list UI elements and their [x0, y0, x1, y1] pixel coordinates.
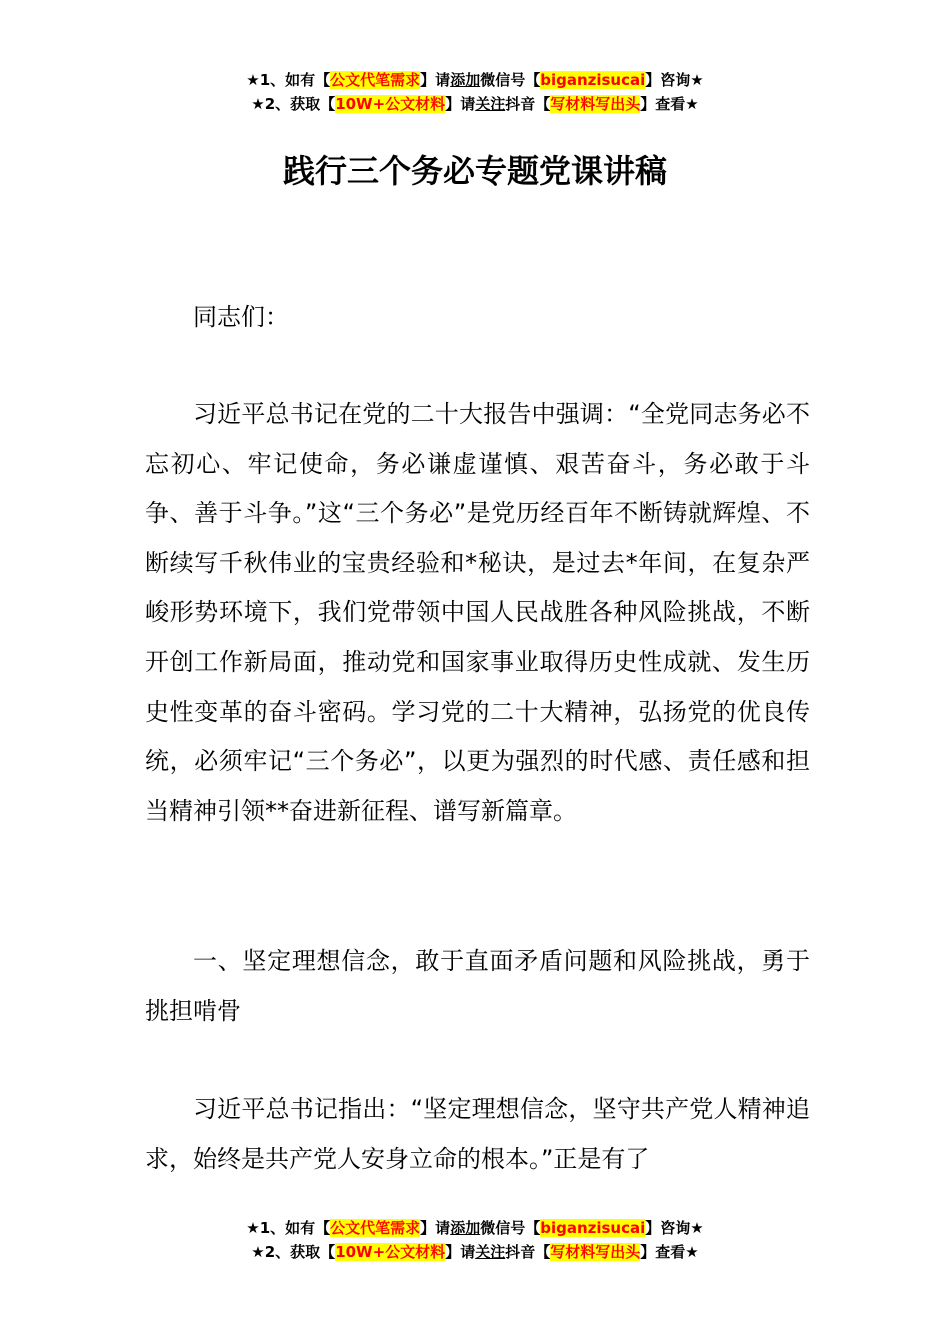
promo-text: 微信号【	[480, 71, 541, 89]
promo-text: ★1、如有【	[246, 1219, 331, 1237]
promo-highlight: 写材料写出头	[550, 1243, 641, 1261]
promo-text: 】查看★	[640, 95, 699, 113]
top-promo-banner	[0, 68, 950, 116]
intro-paragraph: 习近平总书记在党的二十大报告中强调：“全党同志务必不忘初心、牢记使命，务必谦虚谨慎、艰苦奋斗，务必敢于斗争、善于斗争。”这“三个务必”是党历经百年不断铸就辉煌、不断续写千秋伟业的宝贵经验和*秘诀，是过去*年间，在复杂严峻形势环境下，我们党带领中国人民战胜各种风险挑战，不断开创工作新局面，推动党和国家事业取得历史性成就、发生历史性变革的奋斗密码。学习党的二十大精神，弘扬党的优良传统，必须牢记“三个务必”，以更为强烈的时代感、责任感和担当精神引领**奋进新征程、谱写新篇章。	[145, 400, 810, 825]
section-heading-1: 一、坚定理想信念，敢于直面矛盾问题和风险挑战，勇于挑担啃骨	[145, 947, 810, 1025]
promo-text: ★1、如有【	[246, 71, 331, 89]
promo-text: 】咨询★	[645, 1219, 704, 1237]
salutation: 同志们：	[193, 303, 289, 331]
promo-line-1	[0, 68, 950, 92]
document-title: 践行三个务必专题党课讲稿	[282, 152, 667, 190]
promo-text: 】咨询★	[645, 71, 704, 89]
promo-highlight: 公文代笔需求	[330, 71, 421, 89]
promo-line-2	[0, 1240, 950, 1264]
promo-text: 】请	[445, 1243, 476, 1261]
promo-highlight: 写材料写出头	[550, 95, 641, 113]
promo-highlight: biganzisucai	[540, 1219, 646, 1237]
promo-highlight: 公文代笔需求	[330, 1219, 421, 1237]
promo-highlight: 10W+公文材料	[335, 1243, 446, 1261]
promo-text: 】请	[445, 95, 476, 113]
promo-text: 抖音【	[505, 1243, 551, 1261]
promo-emphasis: 添加	[450, 1219, 481, 1237]
bottom-promo-banner	[0, 1216, 950, 1264]
promo-emphasis: 关注	[475, 1243, 506, 1261]
promo-highlight: biganzisucai	[540, 71, 646, 89]
promo-text: 】请	[420, 1219, 451, 1237]
promo-emphasis: 关注	[475, 95, 506, 113]
promo-text: ★2、获取【	[251, 95, 336, 113]
promo-text: ★2、获取【	[251, 1243, 336, 1261]
promo-line-1	[0, 1216, 950, 1240]
promo-text: 抖音【	[505, 95, 551, 113]
promo-text: 】请	[420, 71, 451, 89]
promo-text: 微信号【	[480, 1219, 541, 1237]
promo-emphasis: 添加	[450, 71, 481, 89]
promo-line-2	[0, 92, 950, 116]
promo-text: 】查看★	[640, 1243, 699, 1261]
section-1-paragraph: 习近平总书记指出：“坚定理想信念，坚守共产党人精神追求，始终是共产党人安身立命的根本。”正是有了	[145, 1095, 810, 1173]
promo-highlight: 10W+公文材料	[335, 95, 446, 113]
